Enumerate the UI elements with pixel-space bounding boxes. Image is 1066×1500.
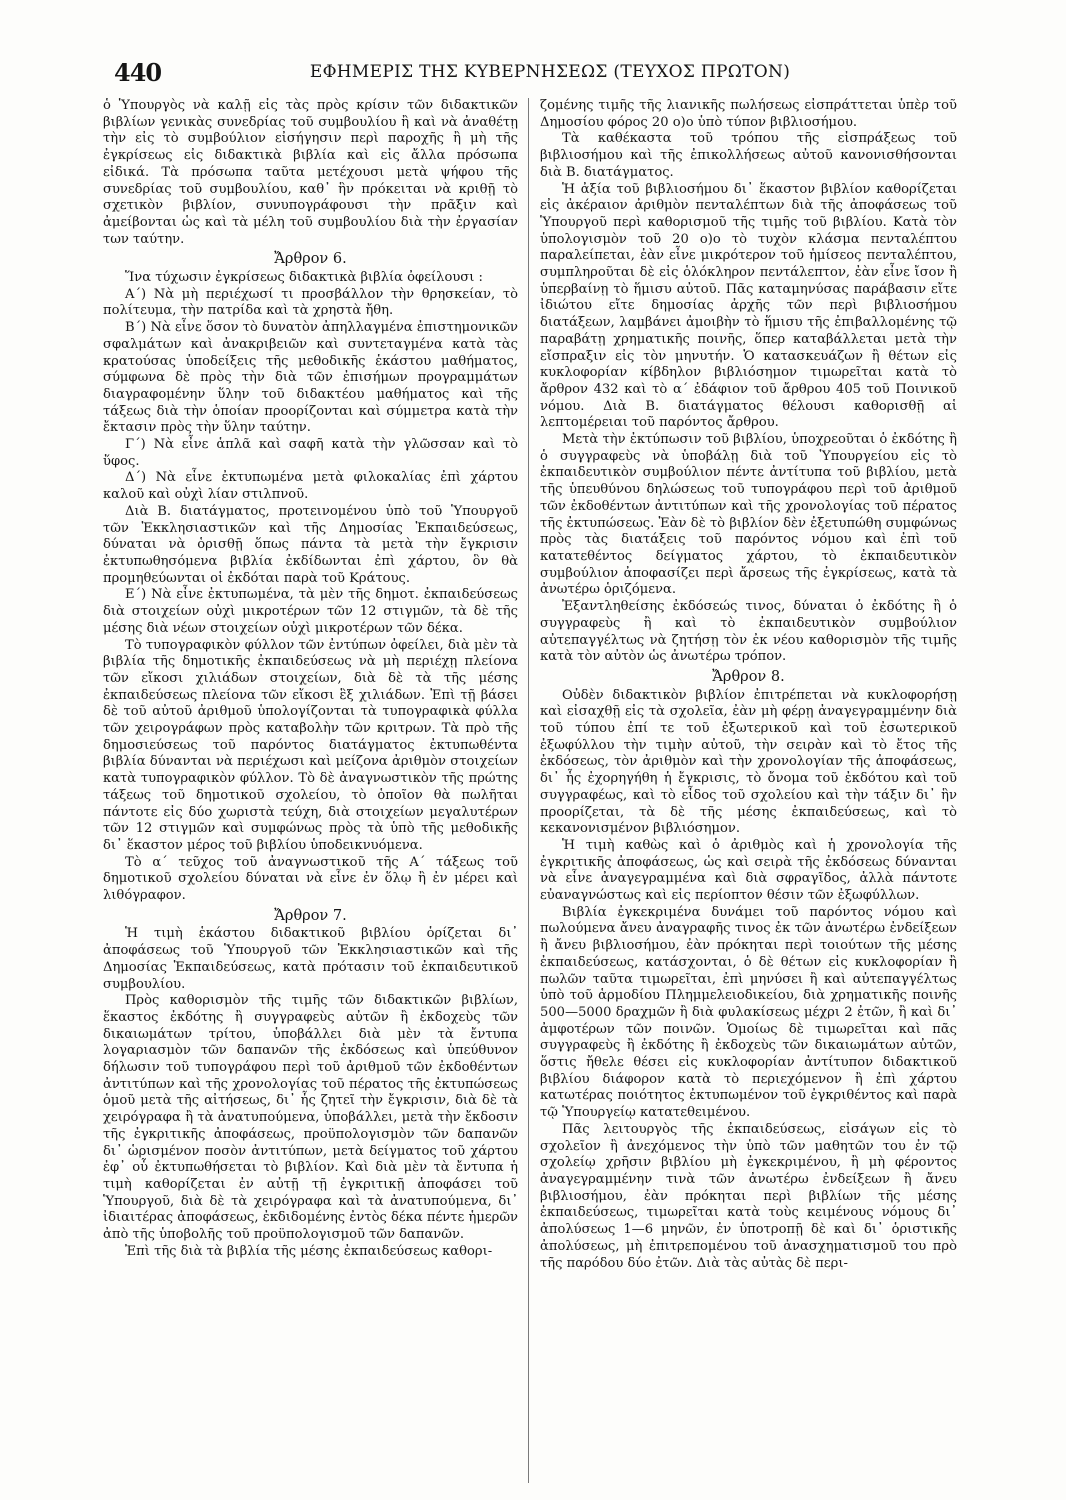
page-number: 440 [114,58,162,87]
article-8-paragraph: Πᾶς λειτουργὸς τῆς ἐκπαιδεύσεως, εἰσάγων εἰς τὸ σχολεῖον ἢ ἀνεχόμενος τὴν ὑπὸ τῶν μαθητῶν του ἐν τῷ σχολείῳ χρῆσιν βιβλίου μὴ ἐγκεκριμένου, ἢ μὴ φέροντος ἀναγεγραμμένην τινὰ τῶν ἀνωτέρω ἐνδείξεων ἢ ἄνευ βιβλιοσήμου, ἐὰν πρόκηται περὶ βιβλίων τῆς μέσης ἐκπαιδεύσεως, τιμωρεῖται κατὰ τοὺς κειμένους νόμους δι᾽ ἀπολύσεως 1—6 μηνῶν, ἐν ὑποτροπῇ δὲ καὶ δι᾽ ὁριστικῆς ἀπολύσεως, μὴ ἐπιτρεπομένου τοῦ ἀνασχηματισμοῦ του πρὸ τῆς παρόδου δύο ἐτῶν. Διὰ τὰς αὐτὰς δὲ περι- [540,1121,957,1271]
article-7-paragraph: Ἡ τιμὴ ἑκάστου διδακτικοῦ βιβλίου ὁρίζεται δι᾽ ἀποφάσεως τοῦ Ὑπουργοῦ τῶν Ἐκκλησιαστικῶν καὶ τῆς Δημοσίας Ἐκπαιδεύσεως, κατὰ πρότασιν τοῦ ἐκπαιδευτικοῦ συμβουλίου. [103,926,518,992]
article-6-paragraph: Ε΄) Νὰ εἶνε ἐκτυπωμένα, τὰ μὲν τῆς δημοτ. ἐκπαιδεύσεως διὰ στοιχείων οὐχὶ μικροτέρων τῶν 12 στιγμῶν, τὰ δὲ τῆς μέσης διὰ νέων στοιχείων οὐχὶ μικροτέρων τῶν δέκα. [103,587,518,636]
article-6-paragraph: Β΄) Νὰ εἶνε ὅσον τὸ δυνατὸν ἀπηλλαγμένα ἐπιστημονικῶν σφαλμάτων καὶ ἀνακριβειῶν καὶ συντεταγμένα κατὰ τὰς κρατούσας ὑποδείξεις τῆς μεθοδικῆς ἑκάστου μαθήματος, σύμφωνα δὲ πρὸς τὴν διὰ τῶν ἐπισήμων προγραμμάτων διαγραφομένην ὕλην τοῦ διδακτέου μαθήματος καὶ τῆς τάξεως διὰ τὴν ὁποίαν προορίζονται καὶ σύμμετρα κατὰ τὴν ἔκτασιν πρὸς τὴν ὕλην ταύτην. [103,320,518,436]
article-7-continued-paragraph: Τὰ καθέκαστα τοῦ τρόπου τῆς εἰσπράξεως τοῦ βιβλιοσήμου καὶ τῆς ἐπικολλήσεως αὐτοῦ κανονισθήσονται διὰ Β. διατάγματος. [540,131,957,180]
right-column [540,98,957,1483]
article-8-paragraph: Βιβλία ἐγκεκριμένα δυνάμει τοῦ παρόντος νόμου καὶ πωλούμενα ἄνευ ἀναγραφῆς τινος ἐκ τῶν ἀνωτέρω ἐνδείξεων ἢ ἄνευ βιβλιοσήμου, ἐὰν πρόκηται περὶ τοιούτων τῆς μέσης ἐκπαιδεύσεως, κατάσχονται, ὁ δὲ θέτων εἰς κυκλοφορίαν ἢ πωλῶν ταῦτα τιμωρεῖται, ἐπὶ μηνύσει ἢ καὶ αὐτεπαγγέλτως ὑπὸ τοῦ ἁρμοδίου Πλημμελειοδικείου, διὰ χρηματικῆς ποινῆς 500—5000 δραχμῶν ἢ διὰ φυλακίσεως μέχρι 2 ἐτῶν, ἢ καὶ δι᾽ ἀμφοτέρων τῶν ποινῶν. Ὁμοίως δὲ τιμωρεῖται καὶ πᾶς συγγραφεὺς ἢ ἐκδότης ἢ ἐκδοχεὺς τῶν δικαιωμάτων αὐτῶν, ὅστις ἤθελε θέσει εἰς κυκλοφορίαν ἀντίτυπον διδακτικοῦ βιβλίου διάφορον κατὰ τὸ περιεχόμενον ἢ ἐπὶ χάρτου κατωτέρας ποιότητος ἐκτυπωμένον τοῦ ἐγκριθέντος καὶ παρὰ τῷ Ὑπουργείῳ κατατεθειμένου. [540,904,957,1121]
article-6-paragraph: Δ΄) Νὰ εἶνε ἐκτυπωμένα μετὰ φιλοκαλίας ἐπὶ χάρτου καλοῦ καὶ οὐχὶ λίαν στιλπνοῦ. [103,470,518,503]
article-8-paragraph: Οὐδὲν διδακτικὸν βιβλίον ἐπιτρέπεται νὰ κυκλοφορήσῃ καὶ εἰσαχθῇ εἰς τὰ σχολεῖα, ἐὰν μὴ φέρῃ ἀναγεγραμμένην διὰ τοῦ τύπου ἐπί τε τοῦ ἐξωτερικοῦ καὶ τοῦ ἐσωτερικοῦ ἐξωφύλλου τὴν τιμὴν αὐτοῦ, τὴν σειρὰν καὶ τὸ ἔτος τῆς ἐκδόσεως, τὸν ἀριθμὸν καὶ τὴν χρονολογίαν τῆς ἀποφάσεως, δι᾽ ἧς ἐχορηγήθη ἡ ἔγκρισις, τὸ ὄνομα τοῦ ἐκδότου καὶ τοῦ συγγραφέως, καὶ τὸ εἶδος τοῦ σχολείου καὶ τὴν τάξιν δι᾽ ἣν προορίζεται, τὰ δὲ τῆς μέσης ἐκπαιδεύσεως, καὶ τὸ κεκανονισμένον βιβλιόσημον. [540,687,957,837]
article-6-paragraph: Γ΄) Νὰ εἶνε ἁπλᾶ καὶ σαφῆ κατὰ τὴν γλῶσσαν καὶ τὸ ὕφος. [103,437,518,469]
right-intro-paragraph: ζομένης τιμῆς τῆς λιανικῆς πωλήσεως εἰσπράττεται ὑπὲρ τοῦ Δημοσίου φόρος 20 ο)ο ὑπὸ τύπον βιβλιοσήμου. [540,98,957,130]
article-6-paragraph: Διὰ Β. διατάγματος, προτεινομένου ὑπὸ τοῦ Ὑπουργοῦ τῶν Ἐκκλησιαστικῶν καὶ τῆς Δημοσίας Ἐκπαιδεύσεως, δύναται νὰ ὁρισθῇ ὅπως πάντα τὰ μετὰ τὴν ἔγκρισιν ἐκτυπωθησόμενα βιβλία ἐκδίδωνται ἐπὶ χάρτου, ὃν θὰ προμηθεύωνται οἱ ἐκδόται παρὰ τοῦ Κράτους. [103,503,518,586]
article-8-paragraph: Ἡ τιμὴ καθὼς καὶ ὁ ἀριθμὸς καὶ ἡ χρονολογία τῆς ἐγκριτικῆς ἀποφάσεως, ὡς καὶ σειρὰ τῆς ἐκδόσεως δύνανται νὰ εἶνε ἀναγεγραμμένα καὶ διὰ σφραγῖδος, ἀλλὰ πάντοτε εὐαναγνώστως καὶ εἰς περίοπτον θέσιν τῶν ἐξωφύλλων. [540,837,957,904]
article-7-paragraph: Ἐπὶ τῆς διὰ τὰ βιβλία τῆς μέσης ἐκπαιδεύσεως καθορι- [125,1243,493,1259]
article-6-paragraph: Τὸ α΄ τεῦχος τοῦ ἀναγνωστικοῦ τῆς Α΄ τάξεως τοῦ δημοτικοῦ σχολείου δύναται νὰ εἶνε ἐν ὅλῳ ἢ ἐν μέρει καὶ λιθόγραφον. [103,854,518,904]
column-divider [528,98,529,1483]
running-title: ΕΦΗΜΕΡΙΣ ΤΗΣ ΚΥΒΕΡΝΗΣΕΩΣ (ΤΕΥΧΟΣ ΠΡΩΤΟΝ) [309,62,791,82]
article-8-title: Ἄρθρον 8. [712,668,785,685]
article-6-paragraph: Α΄) Νὰ μὴ περιέχωσί τι προσβάλλον τὴν θρησκείαν, τὸ πολίτευμα, τὴν πατρίδα καὶ τὰ χρηστὰ ἤθη. [103,286,518,319]
article-6-paragraph: Τὸ τυπογραφικὸν φύλλον τῶν ἐντύπων ὀφείλει, διὰ μὲν τὰ βιβλία τῆς δημοτικῆς ἐκπαιδεύσεως νὰ μὴ περιέχῃ πλείονα τῶν εἴκοσι χιλιάδων στοιχείων, διὰ δὲ τὰ τῆς μέσης ἐκπαιδεύσεως πλείονα τῶν εἴκοσι ἓξ χιλιάδων. Ἐπὶ τῇ βάσει δὲ τοῦ αὐτοῦ ἀριθμοῦ ὑπολογίζονται τὰ τυπογραφικὰ φύλλα τῶν χειρογράφων πρὸς καταβολὴν τῶν κριτρων. Τὰ πρὸ τῆς δημοσιεύσεως τοῦ παρόντος διατάγματος ἐκτυπωθέντα βιβλία δύνανται νὰ περιέχωσι καὶ μείζονα ἀριθμὸν στοιχείων κατὰ τυπογραφικὸν φύλλον. Τὸ δὲ ἀναγνωστικὸν τῆς πρώτης τάξεως τοῦ δημοτικοῦ σχολείου, τὸ ὁποῖον θὰ πωλῆται πάντοτε εἰς δύο χωριστὰ τεύχη, διὰ στοιχείων μεγαλυτέρων τῶν 12 στιγμῶν καὶ συμφώνως πρὸς τὰ ὑπὸ τῆς μεθοδικῆς δι᾽ ἕκαστον μέρος τοῦ βιβλίου ὑποδεικνυόμενα. [103,637,518,853]
article-6-paragraph: Ἵνα τύχωσιν ἐγκρίσεως διδακτικὰ βιβλία ὀφείλουσι : [125,270,483,286]
article-7-continued-paragraph: Μετὰ τὴν ἐκτύπωσιν τοῦ βιβλίου, ὑποχρεοῦται ὁ ἐκδότης ἢ ὁ συγγραφεὺς νὰ ὑποβάλῃ διὰ τοῦ Ὑπουργείου εἰς τὸ ἐκπαιδευτικὸν συμβούλιον πέντε ἀντίτυπα τοῦ βιβλίου, μετὰ τῆς ὑπευθύνου δηλώσεως τοῦ τυπογράφου περὶ τοῦ ἀριθμοῦ τῶν ἐκδοθέντων ἀντιτύπων καὶ τῆς χρονολογίας τοῦ πέρατος τῆς ἐκτυπώσεως. Ἐὰν δὲ τὸ βιβλίον δὲν ἐξετυπώθη συμφώνως πρὸς τὰς διατάξεις τοῦ παρόντος νόμου καὶ ἐπὶ τοῦ κατατεθέντος δείγματος χάρτου, τὸ ἐκπαιδευτικὸν συμβούλιον ἀποφασίζει περὶ ἄρσεως τῆς ἐγκρίσεως, κατὰ τὰ ἀνωτέρω ὁριζόμενα. [540,432,957,598]
article-7-continued-paragraph: Ἐξαντληθείσης ἐκδόσεώς τινος, δύναται ὁ ἐκδότης ἢ ὁ συγγραφεὺς ἢ καὶ τὸ ἐκπαιδευτικὸν συμβούλιον αὐτεπαγγέλτως νὰ ζητήσῃ τὸν ἐκ νέου καθορισμὸν τῆς τιμῆς κατὰ τὸν αὐτὸν ὡς ἀνωτέρω τρόπον. [540,599,957,665]
article-7-title: Ἄρθρον 7. [274,907,347,924]
article-7-continued-paragraph: Ἡ ἀξία τοῦ βιβλιοσήμου δι᾽ ἕκαστον βιβλίον καθορίζεται εἰς ἀκέραιον ἀριθμὸν πενταλέπτων διὰ τῆς ἀποφάσεως τοῦ Ὑπουργοῦ περὶ καθορισμοῦ τῆς τιμῆς τοῦ βιβλίου. Κατὰ τὸν ὑπολογισμὸν τοῦ 20 ο)ο τὸ τυχὸν κλάσμα πενταλέπτου παραλείπεται, ἐὰν εἶνε μικρότερον τοῦ ἡμίσεος πενταλέπτου, συμπληροῦται δὲ εἰς ὁλόκληρον πεντάλεπτον, ἐὰν εἶνε ἴσον ἢ ὑπερβαίνῃ τὸ ἥμισυ αὐτοῦ. Πᾶς καταμηνύσας παράβασιν εἴτε ἰδιώτου εἴτε δημοσίας ἀρχῆς τῶν περὶ βιβλιοσήμου διατάξεων, λαμβάνει ἀμοιβὴν τὸ ἥμισυ τῆς ἐπιβαλλομένης τῷ παραβάτῃ χρηματικῆς ποινῆς, ὅπερ καταβάλλεται μετὰ τὴν εἴσπραξιν εἰς τὸν μηνυτήν. Ὁ κατασκευάζων ἢ θέτων εἰς κυκλοφορίαν κίβδηλον βιβλιόσημον τιμωρεῖται κατὰ τὸ ἄρθρον 432 καὶ τὸ α΄ ἐδάφιον τοῦ ἄρθρου 405 τοῦ Ποινικοῦ νόμου. Διὰ Β. διατάγματος θέλουσι καθορισθῇ αἱ λεπτομέρειαι τοῦ παρόντος ἄρθρου. [540,181,957,431]
article-7-paragraph: Πρὸς καθορισμὸν τῆς τιμῆς τῶν διδακτικῶν βιβλίων, ἕκαστος ἐκδότης ἢ συγγραφεὺς αὐτῶν ἢ ἐκδοχεὺς τῶν δικαιωμάτων τρίτου, ὑποβάλλει διὰ μὲν τὰ ἔντυπα λογαριασμὸν τῶν δαπανῶν τῆς ἐκδόσεως καὶ ὑπεύθυνον δήλωσιν τοῦ τυπογράφου περὶ τοῦ ἀριθμοῦ τῶν ἐκδοθέντων ἀντιτύπων καὶ τῆς χρονολογίας τοῦ πέρατος τῆς ἐκτυπώσεως ὁμοῦ μετὰ τῆς αἰτήσεως, δι᾽ ἧς ζητεῖ τὴν ἔγκρισιν, διὰ δὲ τὰ χειρόγραφα ἢ τὰ ἀνατυπούμενα, ὑποβάλλει, μετὰ τὴν ἔκδοσιν τῆς ἐγκριτικῆς ἀποφάσεως, προϋπολογισμὸν τῶν δαπανῶν δι᾽ ὡρισμένον ποσὸν ἀντιτύπων, μετὰ δείγματος τοῦ χάρτου ἐφ᾽ οὗ ἐκτυπωθήσεται τὸ βιβλίον. Καὶ διὰ μὲν τὰ ἔντυπα ἡ τιμὴ καθορίζεται ἐν αὐτῇ τῇ ἐγκριτικῇ ἀποφάσει τοῦ Ὑπουργοῦ, διὰ δὲ τὰ χειρόγραφα καὶ τὰ ἀνατυπούμενα, δι᾽ ἰδιαιτέρας ἀποφάσεως, ἐκδιδομένης ἐντὸς δέκα πέντε ἡμερῶν ἀπὸ τῆς ὑποβολῆς τοῦ προϋπολογισμοῦ τῶν δαπανῶν. [103,993,518,1243]
left-intro-paragraph: ὁ Ὑπουργὸς νὰ καλῇ εἰς τὰς πρὸς κρίσιν τῶν διδακτικῶν βιβλίων γενικὰς συνεδρίας τοῦ συμβουλίου ἢ καὶ νὰ ἀναθέτῃ τὴν εἰς τὸ συμβούλιον εἰσήγησιν περὶ παροχῆς ἢ μὴ τῆς ἐγκρίσεως εἰς διδακτικὰ βιβλία καὶ εἰς ἄλλα πρόσωπα εἰδικά. Τὰ πρόσωπα ταῦτα μετέχουσι μετὰ ψήφου τῆς συνεδρίας τοῦ συμβουλίου, καθ᾽ ἣν πρόκειται νὰ κριθῇ τὸ σχετικὸν βιβλίον, συνυπογράφουσι τὴν πρᾶξιν καὶ ἀμείβονται ὡς καὶ τὰ μέλη τοῦ συμβουλίου διὰ τὴν ἐργασίαν των ταύτην. [103,98,518,247]
page-header [100,58,1000,90]
left-column [103,98,518,1483]
article-6-title: Ἄρθρον 6. [274,251,347,268]
